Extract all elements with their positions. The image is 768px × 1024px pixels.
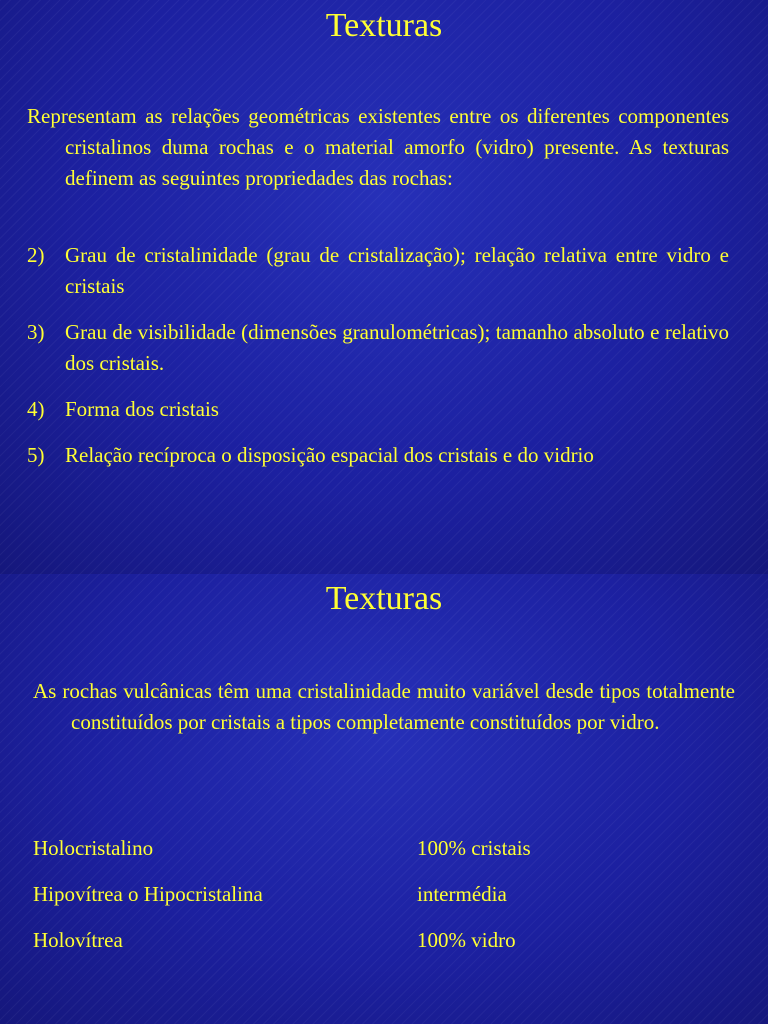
slide-2-title: Texturas: [325, 580, 443, 617]
list-item: [27, 317, 729, 379]
table-row: [33, 833, 733, 879]
list-item-number: 3): [27, 320, 45, 344]
slide-2-intro: As rochas vulcânicas têm uma cristalinidade muito variável desde tipos totalmente constituídos por cristais a tipos completamente constituídos por vidro.: [33, 679, 735, 734]
properties-list: [27, 240, 729, 486]
list-item-text: Relação recíproca o disposição espacial dos cristais e do vidrio: [65, 443, 594, 467]
list-item-number: 5): [27, 443, 45, 467]
crystallinity-value: intermédia: [417, 882, 507, 906]
slide-1-title: Texturas: [325, 7, 443, 44]
table-row: [33, 879, 733, 925]
list-item-text: Grau de visibilidade (dimensões granulométricas); tamanho absoluto e relativo dos cristais.: [65, 320, 729, 375]
crystallinity-name: Hipovítrea o Hipocristalina: [33, 882, 263, 906]
crystallinity-value: 100% cristais: [417, 836, 531, 860]
slide-2: [0, 574, 768, 1024]
slide-1-intro: Representam as relações geométricas existentes entre os diferentes componentes cristalinos duma rochas e o material amorfo (vidro) presente. As texturas definem as seguintes propriedades das rochas:: [27, 104, 729, 190]
crystallinity-table: [33, 833, 733, 971]
list-item-text: Grau de cristalinidade (grau de cristalização); relação relativa entre vidro e cristais: [65, 243, 729, 298]
crystallinity-name: Holocristalino: [33, 836, 154, 860]
list-item: [27, 240, 729, 302]
list-item: [27, 394, 729, 425]
list-item: [27, 440, 729, 471]
list-item-number: 4): [27, 397, 45, 421]
crystallinity-name: Holovítrea: [33, 928, 123, 952]
crystallinity-value: 100% vidro: [417, 928, 516, 952]
table-row: [33, 925, 733, 971]
list-item-number: 2): [27, 243, 45, 267]
list-item-text: Forma dos cristais: [65, 397, 219, 421]
